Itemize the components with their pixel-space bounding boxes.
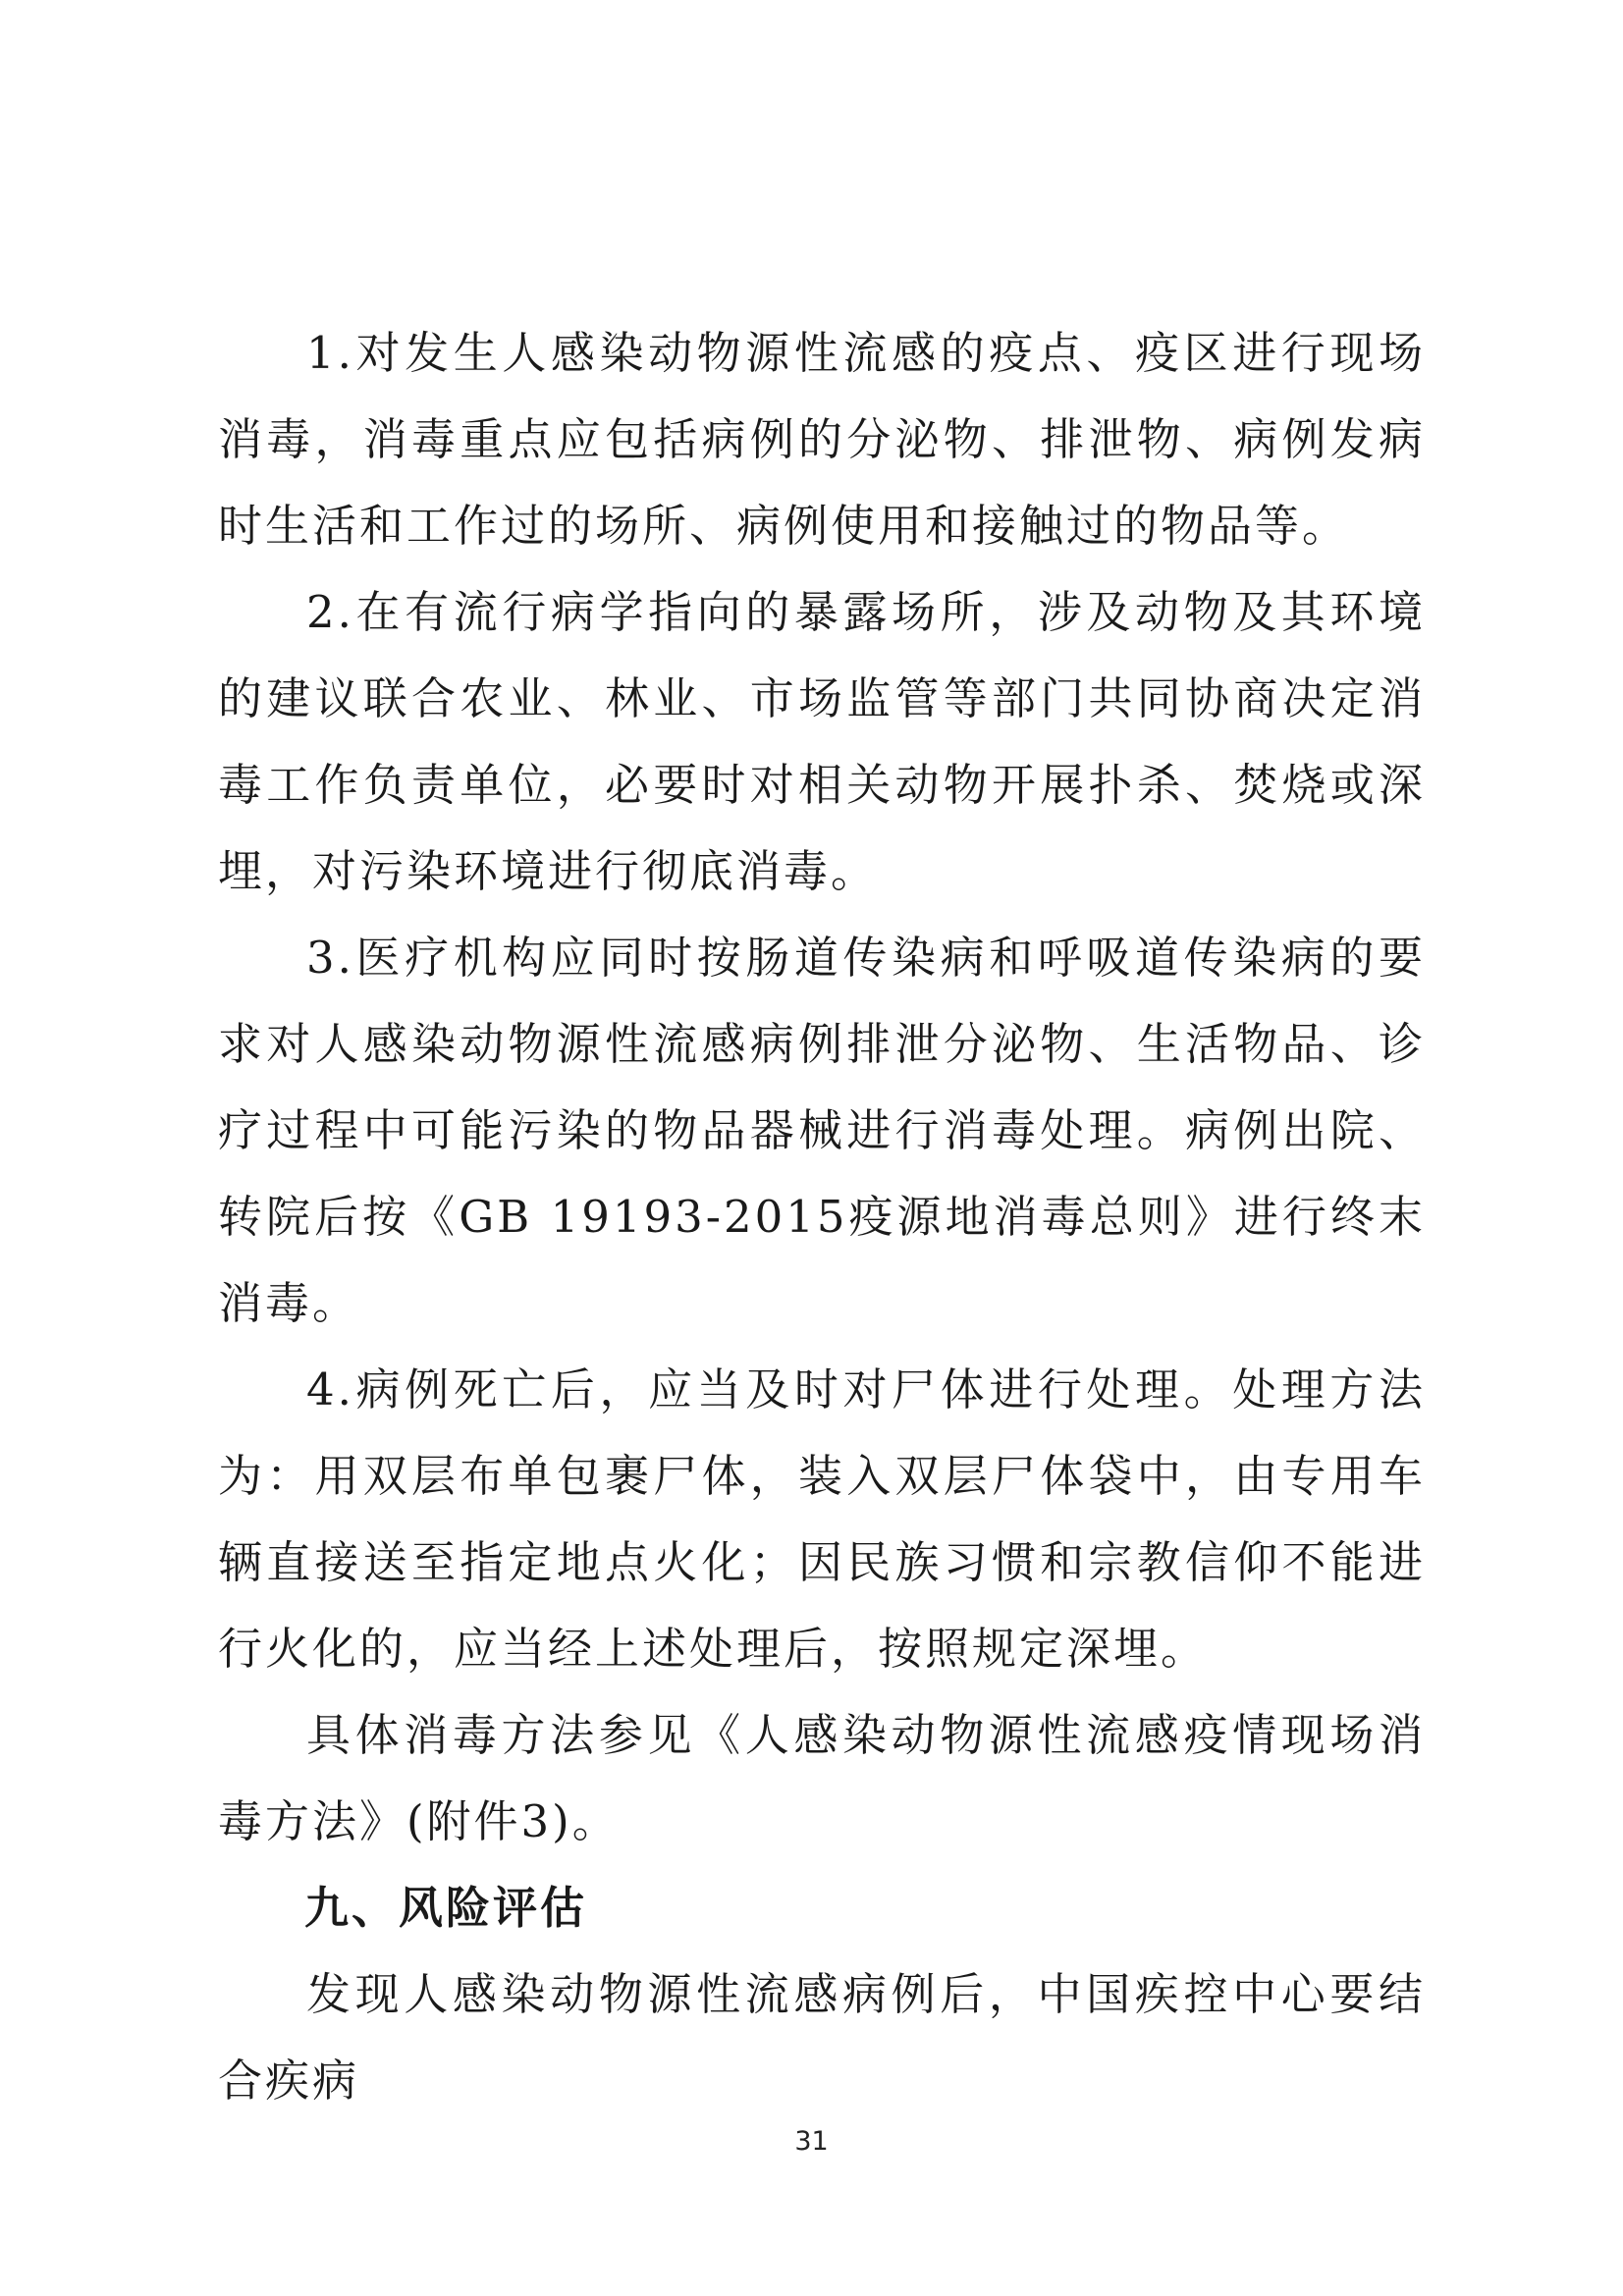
paragraph-disinfection-method-reference: 具体消毒方法参见《人感染动物源性流感疫情现场消毒方法》(附件3)。 [218,1709,1426,1847]
paragraph-exposure-site-disinfection: 2.在有流行病学指向的暴露场所，涉及动物及其环境的建议联合农业、林业、市场监管等部门共同协商决定消毒工作负责单位，必要时对相关动物开展扑杀、焚烧或深埋，对污染环境进行彻底消毒。 [218,586,1426,897]
paragraph-corpse-handling: 4.病例死亡后，应当及时对尸体进行处理。处理方法为：用双层布单包裹尸体，装入双层尸体袋中，由专用车辆直接送至指定地点火化；因民族习惯和宗教信仰不能进行火化的，应当经上述处理后，按照规定深埋。 [218,1363,1426,1675]
paragraph-risk-assessment-start: 发现人感染动物源性流感病例后，中国疾控中心要结合疾病 [218,1968,1426,2107]
section-heading-risk-assessment: 九、风险评估 [304,1882,588,1934]
page-number: 31 [794,2126,829,2157]
page-body [218,310,1426,2124]
paragraph-medical-institution-disinfection: 3.医疗机构应同时按肠道传染病和呼吸道传染病的要求对人感染动物源性流感病例排泄分泌物、生活物品、诊疗过程中可能污染的物品器械进行消毒处理。病例出院、转院后按《GB 19193-2015疫源地消毒总则》进行终末消毒。 [218,932,1426,1329]
paragraph-disinfection-epidemic-site: 1.对发生人感染动物源性流感的疫点、疫区进行现场消毒，消毒重点应包括病例的分泌物、排泄物、病例发病时生活和工作过的场所、病例使用和接触过的物品等。 [218,327,1426,552]
